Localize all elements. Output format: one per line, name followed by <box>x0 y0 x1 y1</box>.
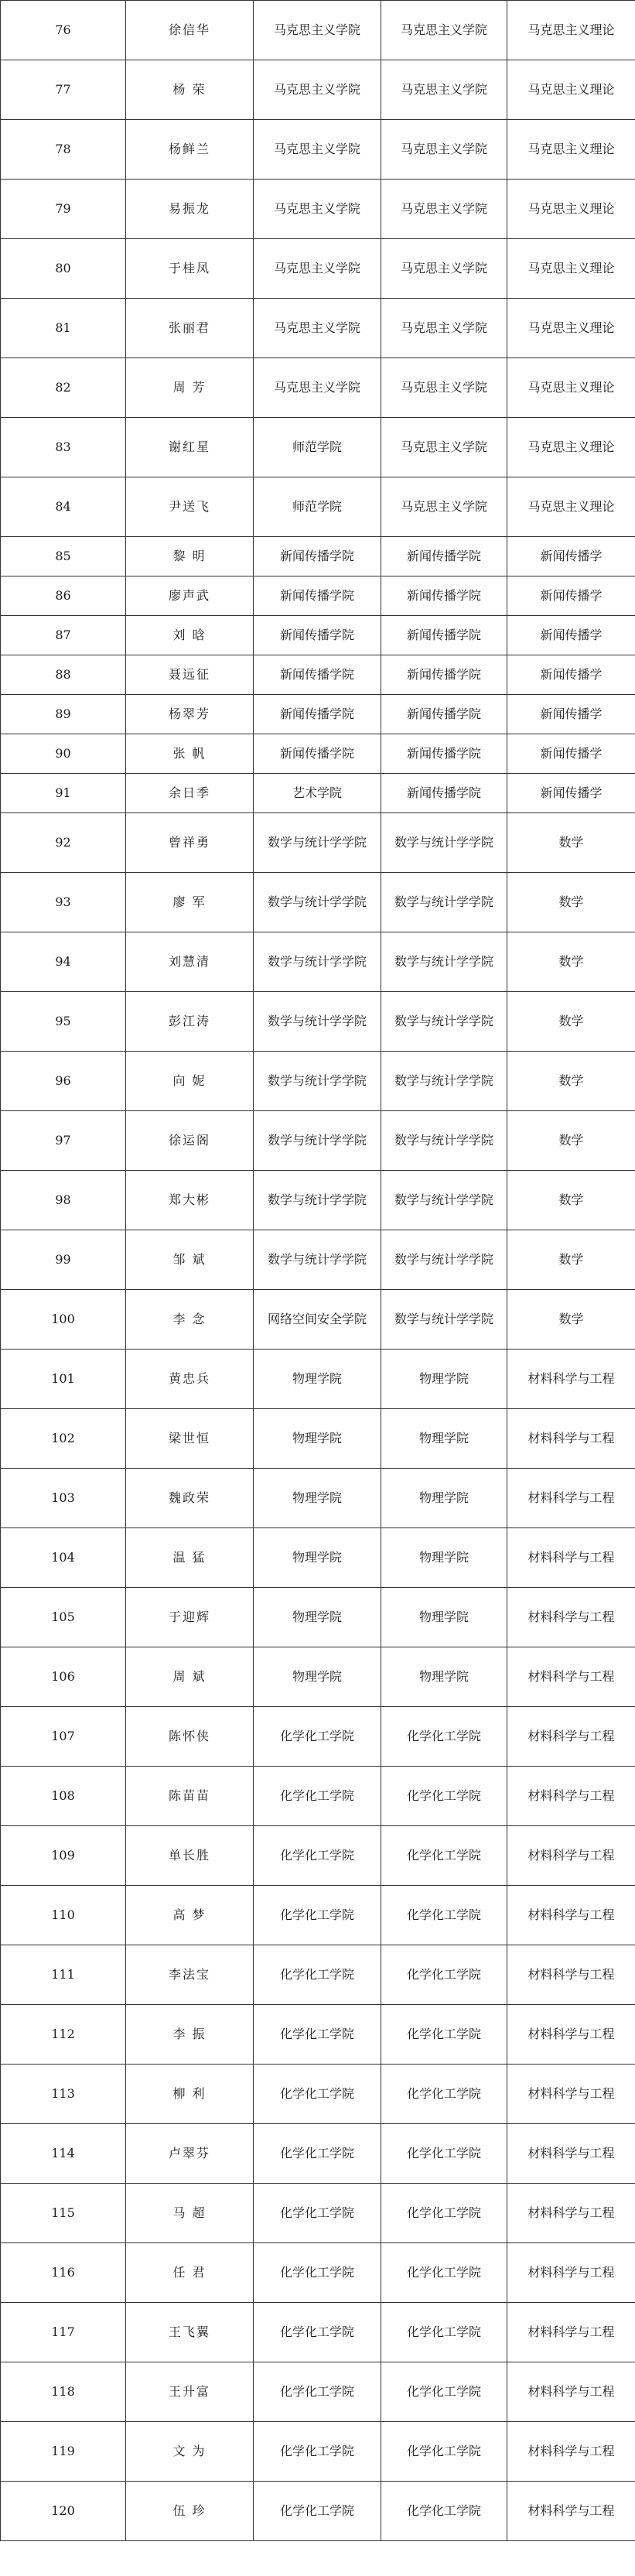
major-cell: 材料科学与工程 <box>507 1469 635 1528</box>
row-number-cell: 106 <box>1 1647 126 1707</box>
row-number-cell: 111 <box>1 1945 126 2005</box>
table-row <box>1 774 635 813</box>
unit-cell: 马克思主义学院 <box>254 180 381 239</box>
row-number-cell: 116 <box>1 2243 126 2303</box>
table-row <box>1 1469 635 1528</box>
major-cell: 材料科学与工程 <box>507 2482 635 2541</box>
name-cell: 高 梦 <box>126 1886 254 1945</box>
row-number-cell: 80 <box>1 239 126 299</box>
major-cell: 马克思主义理论 <box>507 418 635 477</box>
name-cell: 李 念 <box>126 1290 254 1350</box>
unit-cell: 化学化工学院 <box>254 1707 381 1767</box>
college-cell: 物理学院 <box>381 1588 507 1647</box>
unit-cell: 物理学院 <box>254 1588 381 1647</box>
name-cell: 于迎辉 <box>126 1588 254 1647</box>
table-row <box>1 537 635 576</box>
unit-cell: 物理学院 <box>254 1409 381 1469</box>
college-cell: 化学化工学院 <box>381 2482 507 2541</box>
name-cell: 邹 斌 <box>126 1230 254 1290</box>
name-cell: 曾祥勇 <box>126 813 254 873</box>
name-cell: 刘 晗 <box>126 616 254 655</box>
name-cell: 黎 明 <box>126 537 254 576</box>
row-number-cell: 78 <box>1 120 126 180</box>
row-number-cell: 83 <box>1 418 126 477</box>
major-cell: 马克思主义理论 <box>507 120 635 180</box>
table-row <box>1 1826 635 1886</box>
major-cell: 材料科学与工程 <box>507 2362 635 2422</box>
major-cell: 新闻传播学 <box>507 576 635 616</box>
name-cell: 聂远征 <box>126 655 254 695</box>
unit-cell: 马克思主义学院 <box>254 358 381 418</box>
unit-cell: 物理学院 <box>254 1647 381 1707</box>
college-cell: 化学化工学院 <box>381 2422 507 2482</box>
row-number-cell: 91 <box>1 774 126 813</box>
unit-cell: 马克思主义学院 <box>254 120 381 180</box>
table-row <box>1 695 635 734</box>
name-cell: 于桂凤 <box>126 239 254 299</box>
major-cell: 材料科学与工程 <box>507 1528 635 1588</box>
name-cell: 王升富 <box>126 2362 254 2422</box>
name-cell: 周 芳 <box>126 358 254 418</box>
table-row <box>1 932 635 992</box>
table-row <box>1 2362 635 2422</box>
name-cell: 张 帆 <box>126 734 254 774</box>
major-cell: 数学 <box>507 1290 635 1350</box>
unit-cell: 数学与统计学学院 <box>254 1171 381 1230</box>
college-cell: 新闻传播学院 <box>381 576 507 616</box>
unit-cell: 新闻传播学院 <box>254 537 381 576</box>
name-cell: 陈苗苗 <box>126 1767 254 1826</box>
major-cell: 数学 <box>507 813 635 873</box>
college-cell: 化学化工学院 <box>381 2005 507 2065</box>
row-number-cell: 110 <box>1 1886 126 1945</box>
name-cell: 任 君 <box>126 2243 254 2303</box>
major-cell: 材料科学与工程 <box>507 2184 635 2243</box>
unit-cell: 新闻传播学院 <box>254 576 381 616</box>
row-number-cell: 87 <box>1 616 126 655</box>
major-cell: 数学 <box>507 1230 635 1290</box>
college-cell: 化学化工学院 <box>381 2303 507 2362</box>
major-cell: 材料科学与工程 <box>507 1409 635 1469</box>
row-number-cell: 89 <box>1 695 126 734</box>
college-cell: 马克思主义学院 <box>381 299 507 358</box>
name-cell: 伍 珍 <box>126 2482 254 2541</box>
major-cell: 材料科学与工程 <box>507 2124 635 2184</box>
unit-cell: 化学化工学院 <box>254 2303 381 2362</box>
unit-cell: 化学化工学院 <box>254 2124 381 2184</box>
table-row <box>1 2184 635 2243</box>
unit-cell: 数学与统计学学院 <box>254 1230 381 1290</box>
unit-cell: 物理学院 <box>254 1469 381 1528</box>
unit-cell: 数学与统计学学院 <box>254 1111 381 1171</box>
row-number-cell: 86 <box>1 576 126 616</box>
table-row <box>1 1945 635 2005</box>
college-cell: 马克思主义学院 <box>381 120 507 180</box>
major-cell: 材料科学与工程 <box>507 2065 635 2124</box>
college-cell: 新闻传播学院 <box>381 655 507 695</box>
name-cell: 黄忠兵 <box>126 1350 254 1409</box>
college-cell: 化学化工学院 <box>381 1707 507 1767</box>
row-number-cell: 84 <box>1 477 126 537</box>
table-row <box>1 1111 635 1171</box>
name-cell: 单长胜 <box>126 1826 254 1886</box>
college-cell: 化学化工学院 <box>381 2243 507 2303</box>
unit-cell: 数学与统计学学院 <box>254 1052 381 1111</box>
name-cell: 杨 荣 <box>126 60 254 120</box>
major-cell: 新闻传播学 <box>507 616 635 655</box>
row-number-cell: 88 <box>1 655 126 695</box>
row-number-cell: 93 <box>1 873 126 932</box>
table-body <box>1 1 635 2541</box>
row-number-cell: 108 <box>1 1767 126 1826</box>
unit-cell: 师范学院 <box>254 418 381 477</box>
unit-cell: 马克思主义学院 <box>254 299 381 358</box>
table-row <box>1 1528 635 1588</box>
major-cell: 材料科学与工程 <box>507 1707 635 1767</box>
row-number-cell: 117 <box>1 2303 126 2362</box>
college-cell: 马克思主义学院 <box>381 239 507 299</box>
unit-cell: 化学化工学院 <box>254 1826 381 1886</box>
name-cell: 马 超 <box>126 2184 254 2243</box>
row-number-cell: 119 <box>1 2422 126 2482</box>
table-row <box>1 734 635 774</box>
table-row <box>1 418 635 477</box>
table-row <box>1 1886 635 1945</box>
table-row <box>1 1647 635 1707</box>
row-number-cell: 100 <box>1 1290 126 1350</box>
table-row <box>1 1052 635 1111</box>
unit-cell: 数学与统计学学院 <box>254 932 381 992</box>
table-row <box>1 1230 635 1290</box>
college-cell: 新闻传播学院 <box>381 774 507 813</box>
row-number-cell: 118 <box>1 2362 126 2422</box>
row-number-cell: 92 <box>1 813 126 873</box>
row-number-cell: 101 <box>1 1350 126 1409</box>
table-row <box>1 2065 635 2124</box>
name-cell: 陈怀侠 <box>126 1707 254 1767</box>
college-cell: 数学与统计学学院 <box>381 932 507 992</box>
table-row <box>1 477 635 537</box>
name-cell: 温 猛 <box>126 1528 254 1588</box>
college-cell: 新闻传播学院 <box>381 616 507 655</box>
name-cell: 郑大彬 <box>126 1171 254 1230</box>
table-row <box>1 239 635 299</box>
college-cell: 化学化工学院 <box>381 1826 507 1886</box>
major-cell: 新闻传播学 <box>507 537 635 576</box>
name-cell: 文 为 <box>126 2422 254 2482</box>
major-cell: 数学 <box>507 1171 635 1230</box>
row-number-cell: 96 <box>1 1052 126 1111</box>
name-cell: 周 斌 <box>126 1647 254 1707</box>
row-number-cell: 102 <box>1 1409 126 1469</box>
major-cell: 材料科学与工程 <box>507 2005 635 2065</box>
major-cell: 数学 <box>507 873 635 932</box>
name-cell: 易振龙 <box>126 180 254 239</box>
college-cell: 数学与统计学学院 <box>381 1111 507 1171</box>
row-number-cell: 107 <box>1 1707 126 1767</box>
unit-cell: 化学化工学院 <box>254 2362 381 2422</box>
college-cell: 马克思主义学院 <box>381 477 507 537</box>
row-number-cell: 76 <box>1 1 126 60</box>
college-cell: 数学与统计学学院 <box>381 992 507 1052</box>
row-number-cell: 115 <box>1 2184 126 2243</box>
name-cell: 徐信华 <box>126 1 254 60</box>
table-row <box>1 1290 635 1350</box>
row-number-cell: 98 <box>1 1171 126 1230</box>
major-cell: 新闻传播学 <box>507 734 635 774</box>
name-cell: 刘慧清 <box>126 932 254 992</box>
table-row <box>1 1 635 60</box>
table-row <box>1 1588 635 1647</box>
college-cell: 物理学院 <box>381 1647 507 1707</box>
college-cell: 马克思主义学院 <box>381 418 507 477</box>
unit-cell: 网络空间安全学院 <box>254 1290 381 1350</box>
table-row <box>1 2243 635 2303</box>
name-cell: 卢翠芬 <box>126 2124 254 2184</box>
row-number-cell: 79 <box>1 180 126 239</box>
unit-cell: 新闻传播学院 <box>254 616 381 655</box>
row-number-cell: 105 <box>1 1588 126 1647</box>
unit-cell: 数学与统计学学院 <box>254 873 381 932</box>
college-cell: 物理学院 <box>381 1528 507 1588</box>
row-number-cell: 90 <box>1 734 126 774</box>
unit-cell: 化学化工学院 <box>254 1945 381 2005</box>
row-number-cell: 104 <box>1 1528 126 1588</box>
major-cell: 马克思主义理论 <box>507 239 635 299</box>
college-cell: 马克思主义学院 <box>381 180 507 239</box>
major-cell: 马克思主义理论 <box>507 477 635 537</box>
unit-cell: 新闻传播学院 <box>254 734 381 774</box>
unit-cell: 师范学院 <box>254 477 381 537</box>
table-row <box>1 60 635 120</box>
table-row <box>1 299 635 358</box>
college-cell: 数学与统计学学院 <box>381 1290 507 1350</box>
table-row <box>1 2303 635 2362</box>
college-cell: 化学化工学院 <box>381 1767 507 1826</box>
name-cell: 李 振 <box>126 2005 254 2065</box>
major-cell: 材料科学与工程 <box>507 1767 635 1826</box>
college-cell: 数学与统计学学院 <box>381 1171 507 1230</box>
major-cell: 材料科学与工程 <box>507 2422 635 2482</box>
row-number-cell: 113 <box>1 2065 126 2124</box>
table-row <box>1 1409 635 1469</box>
major-cell: 材料科学与工程 <box>507 1945 635 2005</box>
name-cell: 谢红星 <box>126 418 254 477</box>
major-cell: 数学 <box>507 1111 635 1171</box>
row-number-cell: 95 <box>1 992 126 1052</box>
table-row <box>1 1350 635 1409</box>
college-cell: 物理学院 <box>381 1469 507 1528</box>
unit-cell: 化学化工学院 <box>254 1767 381 1826</box>
row-number-cell: 97 <box>1 1111 126 1171</box>
major-cell: 数学 <box>507 932 635 992</box>
college-cell: 物理学院 <box>381 1409 507 1469</box>
college-cell: 数学与统计学学院 <box>381 813 507 873</box>
table-row <box>1 2422 635 2482</box>
major-cell: 材料科学与工程 <box>507 1588 635 1647</box>
major-cell: 马克思主义理论 <box>507 1 635 60</box>
major-cell: 材料科学与工程 <box>507 1886 635 1945</box>
college-cell: 物理学院 <box>381 1350 507 1409</box>
college-cell: 化学化工学院 <box>381 2124 507 2184</box>
major-cell: 新闻传播学 <box>507 695 635 734</box>
table-row <box>1 813 635 873</box>
major-cell: 数学 <box>507 1052 635 1111</box>
row-number-cell: 94 <box>1 932 126 992</box>
college-cell: 马克思主义学院 <box>381 1 507 60</box>
unit-cell: 化学化工学院 <box>254 1886 381 1945</box>
major-cell: 数学 <box>507 992 635 1052</box>
table-row <box>1 2482 635 2541</box>
table-row <box>1 1707 635 1767</box>
row-number-cell: 85 <box>1 537 126 576</box>
name-cell: 杨鲜兰 <box>126 120 254 180</box>
major-cell: 材料科学与工程 <box>507 1350 635 1409</box>
table-row <box>1 120 635 180</box>
major-cell: 材料科学与工程 <box>507 2303 635 2362</box>
table-row <box>1 873 635 932</box>
row-number-cell: 114 <box>1 2124 126 2184</box>
row-number-cell: 99 <box>1 1230 126 1290</box>
table-row <box>1 2005 635 2065</box>
row-number-cell: 81 <box>1 299 126 358</box>
row-number-cell: 82 <box>1 358 126 418</box>
unit-cell: 化学化工学院 <box>254 2422 381 2482</box>
unit-cell: 物理学院 <box>254 1350 381 1409</box>
unit-cell: 马克思主义学院 <box>254 60 381 120</box>
unit-cell: 数学与统计学学院 <box>254 992 381 1052</box>
college-cell: 化学化工学院 <box>381 2065 507 2124</box>
name-cell: 李法宝 <box>126 1945 254 2005</box>
table-row <box>1 1171 635 1230</box>
name-cell: 廖声武 <box>126 576 254 616</box>
table-row <box>1 992 635 1052</box>
name-cell: 魏政荣 <box>126 1469 254 1528</box>
college-cell: 化学化工学院 <box>381 1945 507 2005</box>
unit-cell: 物理学院 <box>254 1528 381 1588</box>
unit-cell: 马克思主义学院 <box>254 1 381 60</box>
unit-cell: 化学化工学院 <box>254 2065 381 2124</box>
unit-cell: 化学化工学院 <box>254 2243 381 2303</box>
unit-cell: 新闻传播学院 <box>254 695 381 734</box>
name-cell: 梁世恒 <box>126 1409 254 1469</box>
name-cell: 廖 军 <box>126 873 254 932</box>
name-cell: 彭江涛 <box>126 992 254 1052</box>
college-cell: 新闻传播学院 <box>381 695 507 734</box>
row-number-cell: 103 <box>1 1469 126 1528</box>
major-cell: 马克思主义理论 <box>507 299 635 358</box>
name-cell: 尹送飞 <box>126 477 254 537</box>
major-cell: 材料科学与工程 <box>507 1826 635 1886</box>
unit-cell: 马克思主义学院 <box>254 239 381 299</box>
row-number-cell: 112 <box>1 2005 126 2065</box>
college-cell: 数学与统计学学院 <box>381 1230 507 1290</box>
table-row <box>1 655 635 695</box>
table-row <box>1 2124 635 2184</box>
name-cell: 王飞翼 <box>126 2303 254 2362</box>
name-cell: 徐运阁 <box>126 1111 254 1171</box>
college-cell: 新闻传播学院 <box>381 734 507 774</box>
major-cell: 新闻传播学 <box>507 655 635 695</box>
college-cell: 数学与统计学学院 <box>381 1052 507 1111</box>
name-cell: 杨翠芳 <box>126 695 254 734</box>
name-cell: 张丽君 <box>126 299 254 358</box>
college-cell: 化学化工学院 <box>381 1886 507 1945</box>
unit-cell: 化学化工学院 <box>254 2005 381 2065</box>
major-cell: 材料科学与工程 <box>507 1647 635 1707</box>
major-cell: 新闻传播学 <box>507 774 635 813</box>
table-row <box>1 358 635 418</box>
college-cell: 马克思主义学院 <box>381 60 507 120</box>
name-cell: 柳 利 <box>126 2065 254 2124</box>
major-cell: 马克思主义理论 <box>507 358 635 418</box>
college-cell: 新闻传播学院 <box>381 537 507 576</box>
major-cell: 材料科学与工程 <box>507 2243 635 2303</box>
unit-cell: 数学与统计学学院 <box>254 813 381 873</box>
college-cell: 化学化工学院 <box>381 2362 507 2422</box>
major-cell: 马克思主义理论 <box>507 60 635 120</box>
table-row <box>1 576 635 616</box>
unit-cell: 化学化工学院 <box>254 2184 381 2243</box>
name-cell: 向 妮 <box>126 1052 254 1111</box>
unit-cell: 化学化工学院 <box>254 2482 381 2541</box>
college-cell: 化学化工学院 <box>381 2184 507 2243</box>
row-number-cell: 109 <box>1 1826 126 1886</box>
table-row <box>1 616 635 655</box>
major-cell: 马克思主义理论 <box>507 180 635 239</box>
row-number-cell: 77 <box>1 60 126 120</box>
unit-cell: 艺术学院 <box>254 774 381 813</box>
table-row <box>1 180 635 239</box>
college-cell: 数学与统计学学院 <box>381 873 507 932</box>
college-cell: 马克思主义学院 <box>381 358 507 418</box>
row-number-cell: 120 <box>1 2482 126 2541</box>
unit-cell: 新闻传播学院 <box>254 655 381 695</box>
name-cell: 余日季 <box>126 774 254 813</box>
table-row <box>1 1767 635 1826</box>
